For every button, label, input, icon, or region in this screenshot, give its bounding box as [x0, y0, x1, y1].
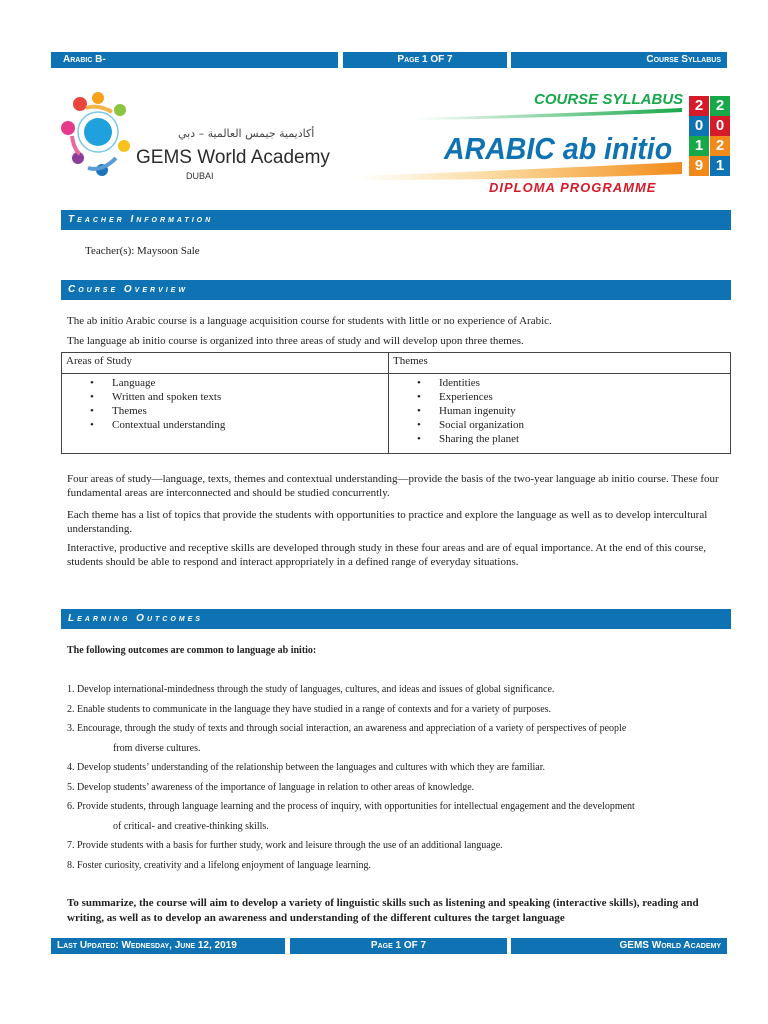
list-item — [67, 856, 731, 876]
areas-cell — [62, 374, 389, 454]
list-item — [67, 836, 731, 856]
course-overview-heading: Course Overview — [61, 280, 731, 300]
logo-name: GEMS World Academy — [136, 147, 330, 168]
header-doctype: Course Syllabus — [646, 54, 721, 65]
list-item: • Written and spoken texts — [66, 390, 384, 404]
table-row — [62, 374, 731, 454]
year-end-digit: 2 — [710, 96, 730, 116]
year-end-digit: 1 — [710, 156, 730, 176]
overview-paragraph: The ab initio Arabic course is a language acquisition course for students with little or no experience of Arabic. — [67, 315, 552, 327]
gems-logo-icon — [58, 84, 138, 180]
outcome-text: 3. Encourage, through the study of texts and through social interaction, an awareness and appreciation of a variety of perspectives of people — [67, 723, 627, 734]
header-page-bar — [343, 52, 507, 68]
list-item: • Language — [66, 376, 384, 390]
overview-paragraph: Each theme has a list of topics that provide the students with opportunities to practice and explore the language as well as to develop intercultural understanding. — [67, 509, 708, 535]
year-start-digit: 0 — [689, 116, 709, 136]
programme-label: DIPLOMA PROGRAMME — [489, 180, 657, 195]
year-start-digit: 9 — [689, 156, 709, 176]
logo-city: DUBAI — [186, 171, 214, 181]
logo-arabic-name: أكاديمية جيمس العالمية – دبي — [178, 127, 315, 140]
year-start-digit: 1 — [689, 136, 709, 156]
overview-paragraph: The language ab initio course is organized into three areas of study and will develop upon three themes. — [67, 335, 524, 347]
list-item — [67, 700, 731, 720]
learning-outcomes-heading: Learning Outcomes — [61, 609, 731, 629]
list-item — [67, 680, 731, 700]
footer-updated-bar — [51, 938, 285, 954]
overview-paragraph: Interactive, productive and receptive skills are developed through study in these four areas and are of equal importance. At the end of this course, students should be able to respond and interact appropriately in a defined range of everyday situations. — [67, 542, 706, 568]
footer-school-bar — [511, 938, 727, 954]
year-end-digit: 2 — [710, 136, 730, 156]
themes-list — [393, 376, 726, 446]
year-start-column — [689, 96, 709, 176]
year-start-digit: 2 — [689, 96, 709, 116]
header-doctype-bar — [511, 52, 727, 68]
outcome-text: 1. Develop international-mindedness through the study of languages, cultures, and ideas and issues of global significance. — [67, 684, 555, 695]
list-item: • Experiences — [393, 390, 726, 404]
list-item — [67, 758, 731, 778]
header-page: Page 1 OF 7 — [397, 54, 453, 65]
outcomes-intro: The following outcomes are common to language ab initio: — [67, 645, 317, 656]
outcomes-list — [67, 680, 731, 875]
list-item — [67, 719, 731, 758]
list-item: • Identities — [393, 376, 726, 390]
outcome-continuation: from diverse cultures. — [113, 742, 201, 754]
outcome-text: 6. Provide students, through language learning and the process of inquiry, with opportunities for intellectual engagement and the development — [67, 801, 635, 812]
list-item — [67, 797, 731, 836]
header-teacher: Maysoon Saleh — [125, 70, 194, 82]
table-header-row — [62, 353, 731, 374]
table-header-cell: Themes — [389, 353, 731, 374]
outcome-text: 7. Provide students with a basis for further study, work and leisure through the use of an additional language. — [67, 840, 503, 851]
list-item: • Themes — [66, 404, 384, 418]
outcome-text: 2. Enable students to communicate in the language they have studied in a range of contexts and for a variety of purposes. — [67, 703, 552, 715]
footer-page: Page 1 OF 7 — [370, 940, 427, 951]
outcome-continuation: of critical- and creative-thinking skills. — [113, 820, 269, 832]
areas-list — [66, 376, 384, 432]
header-course: Arabic B- — [63, 54, 106, 65]
footer-page-bar — [290, 938, 507, 954]
outcome-text: 8. Foster curiosity, creativity and a lifelong enjoyment of language learning. — [67, 859, 371, 871]
footer-school: GEMS World Academy — [619, 940, 721, 951]
header-course-bar — [51, 52, 338, 82]
footer-updated: Last Updated: Wednesday, June 12, 2019 — [57, 940, 237, 951]
header-grades: ( 11& 12) - — [63, 71, 111, 82]
areas-themes-table — [61, 352, 731, 454]
table-header-cell: Areas of Study — [62, 353, 389, 374]
themes-cell — [389, 374, 731, 454]
overview-paragraph: Four areas of study—language, texts, themes and contextual understanding—provide the basis of the two-year language ab initio course. These four fundamental areas are interconnected and should be studied concurrently. — [67, 473, 719, 499]
teacher-name: Teacher(s): Maysoon Sale — [85, 245, 200, 257]
year-end-digit: 0 — [710, 116, 730, 136]
outcome-text: 5. Develop students’ awareness of the importance of language in relation to other areas of knowledge. — [67, 781, 475, 793]
course-title: ARABIC ab initio — [444, 131, 673, 166]
list-item — [67, 778, 731, 798]
outcome-text: 4. Develop students’ understanding of the relationship between the languages and cultures with which they are familiar. — [67, 762, 546, 773]
list-item: • Human ingenuity — [393, 404, 726, 418]
teacher-info-heading: Teacher Information — [61, 210, 731, 230]
course-syllabus-label: COURSE SYLLABUS — [534, 91, 684, 108]
list-item: • Contextual understanding — [66, 418, 384, 432]
list-item: • Sharing the planet — [393, 432, 726, 446]
year-end-column — [710, 96, 730, 176]
list-item: • Social organization — [393, 418, 726, 432]
summary-paragraph: To summarize, the course will aim to develop a variety of linguistic skills such as listening and speaking (interactive skills), reading and writing, as well as to develop an awareness and understanding of the different cultures the target language — [67, 897, 699, 924]
